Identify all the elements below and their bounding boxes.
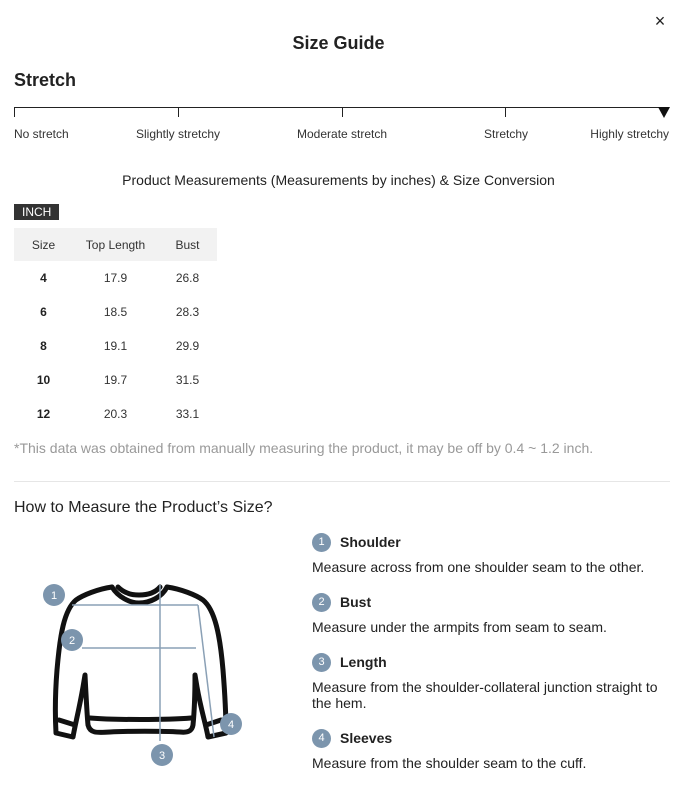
step-bust — [312, 592, 672, 652]
cell-bust: 28.3 — [175, 305, 200, 319]
measure-steps — [312, 532, 672, 778]
cell-size: 12 — [36, 407, 51, 421]
svg-text:2: 2 — [68, 635, 76, 647]
cell-top-length: 17.9 — [103, 271, 128, 285]
size-table — [14, 228, 217, 431]
cell-bust: 31.5 — [175, 373, 200, 387]
step-name: Sleeves — [340, 730, 393, 746]
table-row — [14, 295, 217, 329]
section-divider — [14, 481, 670, 482]
cell-bust: 26.8 — [175, 271, 200, 285]
svg-text:1: 1 — [50, 590, 58, 602]
unit-tag[interactable]: INCH — [14, 204, 59, 220]
stretch-label-slight: Slightly stretchy — [136, 127, 221, 141]
cell-top-length: 19.1 — [103, 339, 128, 353]
step-sleeves — [312, 728, 672, 778]
cell-size: 6 — [40, 305, 47, 319]
stretch-label-stretchy: Stretchy — [484, 127, 529, 141]
badge-2 — [61, 629, 83, 651]
stretch-label-moderate: Moderate stretch — [297, 127, 388, 141]
header-size: Size — [14, 228, 73, 261]
badge-3 — [151, 744, 173, 766]
howto-title: How to Measure the Product’s Size? — [14, 499, 273, 516]
table-header-row — [14, 228, 217, 261]
header-top-length: Top Length — [73, 228, 158, 261]
step-name: Bust — [340, 594, 372, 610]
cell-size: 4 — [40, 271, 47, 285]
table-row — [14, 261, 217, 295]
cell-bust: 33.1 — [175, 407, 200, 421]
disclaimer-text: *This data was obtained from manually measuring the product, it may be off by 0.4 ~ 1.2 inch. — [14, 440, 594, 456]
stretch-scale — [14, 105, 670, 145]
header-bust: Bust — [158, 228, 217, 261]
stretch-tick — [505, 107, 506, 117]
step-name: Shoulder — [340, 534, 401, 550]
conversion-title: Product Measurements (Measurements by inches) & Size Conversion — [122, 172, 555, 188]
step-number-badge: 3 — [312, 653, 331, 672]
stretch-marker-icon — [658, 107, 670, 118]
sweater-illustration — [38, 575, 248, 775]
cell-size: 8 — [40, 339, 47, 353]
step-shoulder — [312, 532, 672, 592]
cell-top-length: 19.7 — [103, 373, 128, 387]
step-description: Measure across from one shoulder seam to the other. — [312, 559, 645, 575]
step-length — [312, 652, 672, 728]
step-description: Measure under the armpits from seam to seam. — [312, 619, 607, 635]
step-description: Measure from the shoulder-collateral junction straight to the hem. — [312, 679, 658, 711]
stretch-label-high: Highly stretchy — [590, 127, 669, 141]
cell-top-length: 20.3 — [103, 407, 128, 421]
badge-4 — [220, 713, 242, 735]
close-icon[interactable]: × — [654, 11, 666, 31]
cell-top-length: 18.5 — [103, 305, 128, 319]
stretch-label-none: No stretch — [14, 127, 69, 141]
stretch-tick — [342, 107, 343, 117]
stretch-title: Stretch — [14, 70, 77, 90]
badge-1 — [43, 584, 65, 606]
sweater-outline — [55, 587, 226, 737]
step-number-badge: 4 — [312, 729, 331, 748]
modal-title: Size Guide — [292, 33, 385, 53]
cell-bust: 29.9 — [175, 339, 200, 353]
table-row — [14, 397, 217, 431]
cell-size: 10 — [36, 373, 51, 387]
table-row — [14, 363, 217, 397]
svg-text:3: 3 — [158, 750, 166, 762]
stretch-tick — [14, 107, 15, 117]
svg-text:4: 4 — [227, 719, 235, 731]
step-name: Length — [340, 654, 387, 670]
step-number-badge: 2 — [312, 593, 331, 612]
step-description: Measure from the shoulder seam to the cuff. — [312, 755, 587, 771]
step-number-badge: 1 — [312, 533, 331, 552]
table-row — [14, 329, 217, 363]
stretch-scale-line — [14, 107, 664, 108]
stretch-tick — [178, 107, 179, 117]
